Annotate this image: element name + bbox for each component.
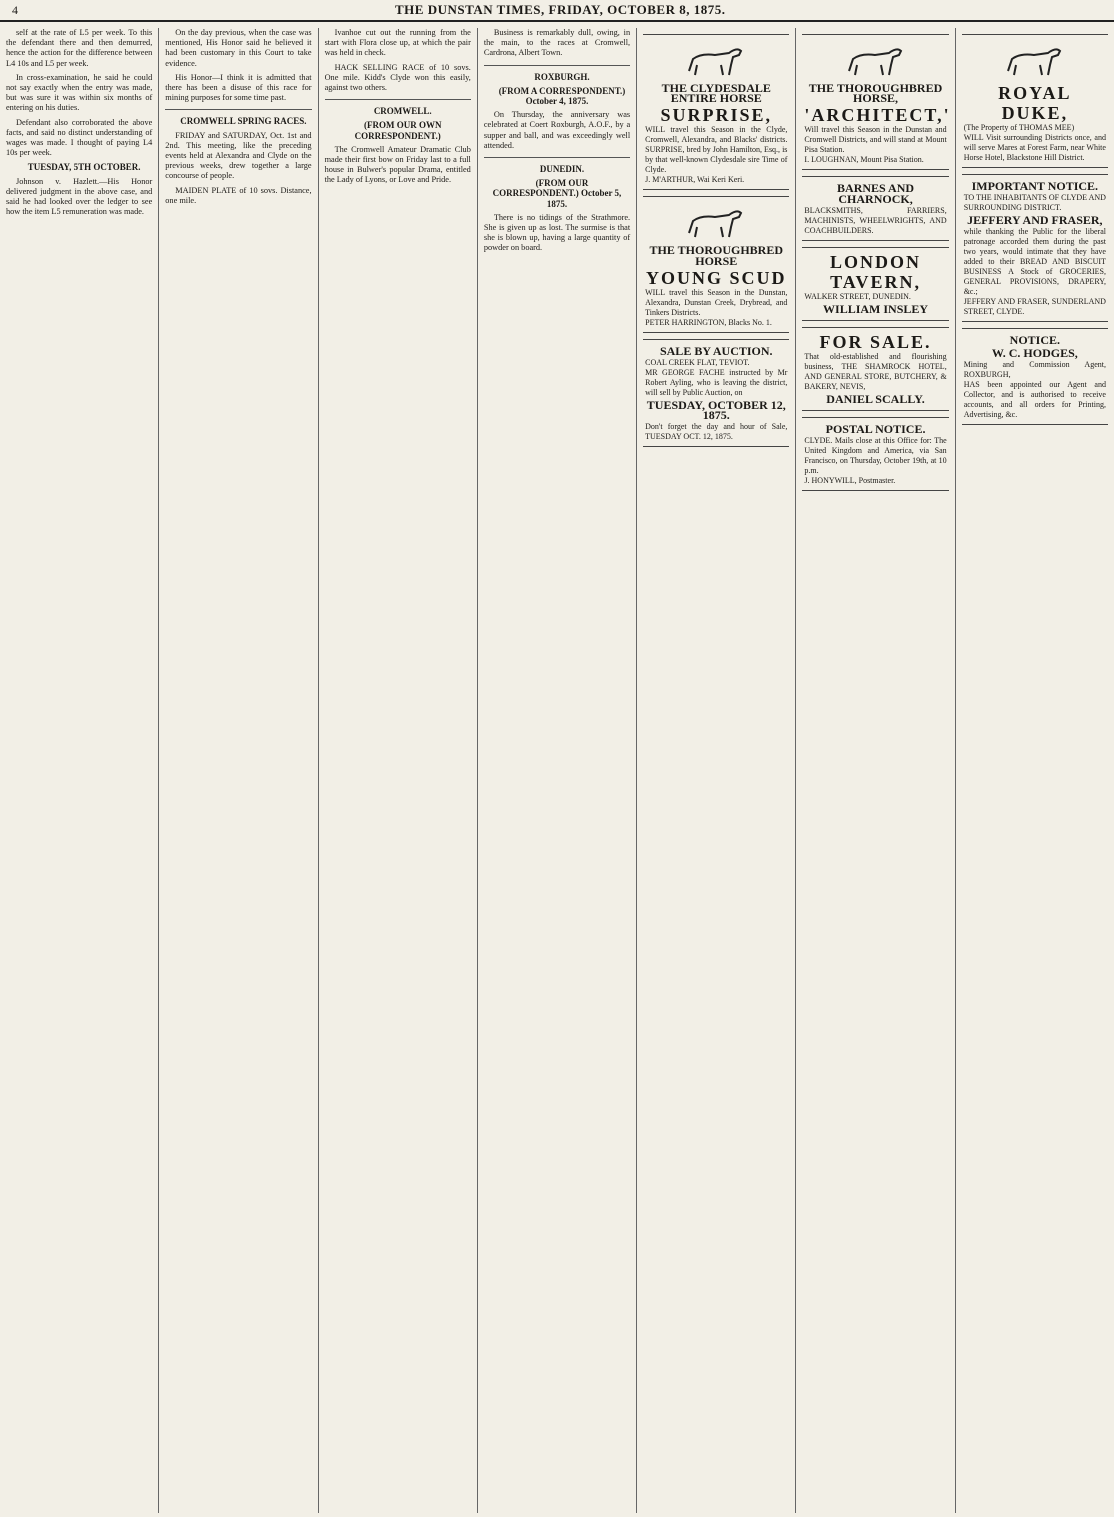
- advert-name: LONDON TAVERN,: [830, 251, 922, 292]
- page-title: THE DUNSTAN TIMES, FRIDAY, OCTOBER 8, 1875.: [395, 2, 726, 17]
- divider: [165, 109, 311, 110]
- advert-title: POSTAL NOTICE.: [825, 422, 926, 437]
- horse-icon: [1000, 41, 1070, 81]
- advert-text: while thanking the Public for the liberal patronage accorded them during the past two years, would intimate that they have added to their BREAD AND BISCUIT BUSINESS A Stock of GROCERIES, GENERAL PROVISIONS, DRAPERY, &c.;: [963, 227, 1106, 297]
- advert-text: MR GEORGE FACHE instructed by Mr Robert Ayling, who is leaving the district, will sell by Public Auction, on: [645, 368, 788, 398]
- advert-place: COAL CREEK FLAT, TEVIOT.: [645, 358, 750, 368]
- article-paragraph: There is no tidings of the Strathmore. She is given up as lost. The surmise is that she is blown up, having a large quantity of powder on board.: [483, 212, 631, 253]
- advert-young-scud: [643, 196, 789, 332]
- columns: [0, 28, 1114, 1513]
- advert-title: IMPORTANT NOTICE.: [971, 179, 1099, 193]
- advert-text: WILL travel this Season in the Dunstan, Alexandra, Dunstan Creek, Drybread, and Tinkers Districts.: [645, 287, 788, 317]
- advert-date: TUESDAY, OCTOBER 12, 1875.: [646, 398, 786, 423]
- advert-name: ROYAL DUKE,: [998, 83, 1072, 123]
- advert-title: THE THOROUGHBRED HORSE: [649, 243, 783, 268]
- column-6: [796, 28, 955, 1513]
- masthead: [0, 0, 1114, 22]
- article-paragraph: FRIDAY and SATURDAY, Oct. 1st and 2nd. This meeting, like the preceding events held at Alexandra and Clyde on the previous weeks, drew together a large concourse of people.: [165, 130, 312, 181]
- section-subheading: (FROM A CORRESPONDENT.) October 4, 1875.: [498, 85, 626, 107]
- article-paragraph: Johnson v. Hazlett.—His Honor delivered judgment in the above case, and said he had looked over the ledger to see how the item L5 remuneration was made.: [6, 176, 153, 217]
- article-paragraph: On Thursday, the anniversary was celebrated at Coert Roxburgh, A.O.F., by a supper and ball, and was exceedingly well attended.: [483, 110, 631, 150]
- advert-text: Don't forget the day and hour of Sale, TUESDAY OCT. 12, 1875.: [645, 422, 788, 442]
- advert-architect: [802, 34, 951, 170]
- advert-subtitle: Mining and Commission Agent, ROXBURGH,: [963, 359, 1106, 379]
- article-paragraph: HACK SELLING RACE of 10 sovs. One mile. Kidd's Clyde won this easily, against two others.: [324, 62, 471, 93]
- section-heading: CROMWELL.: [373, 106, 432, 117]
- advert-text: That old-established and flourishing business, THE SHAMROCK HOTEL, AND GENERAL STORE, BUTCHERY, & BAKERY, NEVIS,: [804, 352, 947, 392]
- advert-subtitle: TO THE INHABITANTS OF CLYDE AND SURROUNDING DISTRICT.: [963, 193, 1106, 213]
- advert-signature: J. HONYWILL, Postmaster.: [804, 476, 896, 486]
- advert-signature: DANIEL SCALLY.: [826, 392, 925, 407]
- advert-text: Will travel this Season in the Dunstan and Cromwell Districts, and will stand at Mount Pisa Station.: [804, 125, 947, 155]
- section-heading: ROXBURGH.: [534, 71, 590, 82]
- advert-london-tavern: [802, 247, 948, 321]
- article-paragraph: self at the rate of L5 per week. To this the defendant there and then demurred, hence the action for the difference between L4 10s and L5 per week.: [6, 28, 153, 68]
- advert-title: THE THOROUGHBRED HORSE,: [808, 81, 943, 106]
- advert-title: SALE BY AUCTION.: [659, 343, 773, 358]
- advert-postal-notice: [802, 417, 948, 491]
- section-heading: CROMWELL SPRING RACES.: [180, 116, 307, 127]
- article-paragraph: In cross-examination, he said he could not say exactly when the entry was made, but was sure it was within six months of entering on his duties.: [6, 72, 153, 113]
- divider: [484, 65, 630, 66]
- page-number: 4: [12, 2, 19, 17]
- advert-text: WILL travel this Season in the Clyde, Cromwell, Alexandra, and Blacks' districts. SURPRISE, bred by John Hamilton, Esq., is by that well-known Clydesdale sire Time of Clyde.: [645, 125, 788, 175]
- article-paragraph: His Honor—I think it is admitted that there has been a disuse of this race for mining purposes for some time past.: [165, 72, 312, 103]
- advert-text: CLYDE. Mails close at this Office for: The United Kingdom and America, via San Francisco, on Thursday, October 19th, at 10 p.m.: [804, 436, 947, 476]
- article-paragraph: Business is remarkably dull, owing, in the main, to the races at Cromwell, Cardrona, Albert Town.: [483, 28, 631, 58]
- advert-name: BARNES AND CHARNOCK,: [837, 181, 915, 206]
- advert-subtitle: (The Property of THOMAS MEE): [963, 123, 1075, 132]
- advert-name: YOUNG SCUD: [646, 267, 787, 288]
- advert-jeffery-fraser: [962, 174, 1108, 322]
- advert-signature: JEFFERY AND FRASER, SUNDERLAND STREET, CLYDE.: [963, 297, 1106, 317]
- divider: [484, 157, 630, 158]
- article-paragraph: On the day previous, when the case was mentioned, His Honor said he believed it had been customary in this Court to take evidence.: [165, 28, 312, 68]
- divider: [325, 99, 471, 100]
- advert-name: W. C. HODGES,: [991, 345, 1078, 360]
- column-4: [478, 28, 637, 1513]
- advert-text: BLACKSMITHS, FARRIERS, MACHINISTS, WHEELWRIGHTS, AND COACHBUILDERS.: [804, 205, 947, 235]
- advert-royal-duke: [962, 34, 1108, 168]
- advert-surprise: [643, 34, 789, 190]
- horse-icon: [681, 41, 751, 81]
- advert-for-sale: [802, 327, 948, 411]
- article-paragraph: Defendant also corroborated the above facts, and said no distinct understanding of wages was made. I thought of paying L4 10s per week.: [6, 117, 153, 158]
- advert-signature: PETER HARRINGTON, Blacks No. 1.: [645, 317, 772, 327]
- advert-signature: I. LOUGHNAN, Mount Pisa Station.: [804, 155, 924, 165]
- column-3: [319, 28, 478, 1513]
- advert-name: SURPRISE,: [660, 105, 773, 126]
- advert-text: WILL Visit surrounding Districts once, and will serve Mares at Forest Farm, near White Horse Hotel, Blackstone Hill District.: [963, 133, 1106, 162]
- advert-name: JEFFERY AND FRASER,: [967, 213, 1103, 228]
- article-paragraph: The Cromwell Amateur Dramatic Club made their first bow on Friday last to a full house in Bulwer's popular Drama, entitled the Lady of Lyons, or Love and Pride.: [324, 144, 471, 185]
- advert-name: FOR SALE.: [819, 332, 932, 353]
- section-subheading: (FROM OUR CORRESPONDENT.) October 5, 1875.: [492, 178, 622, 209]
- advert-title: THE CLYDESDALE ENTIRE HORSE: [661, 81, 771, 106]
- column-2: [159, 28, 318, 1513]
- advert-text: HAS been appointed our Agent and Collector, and is authorised to receive accounts, and all orders for Printing, Advertising, &c.: [963, 379, 1106, 419]
- section-heading: DUNEDIN.: [539, 164, 585, 175]
- advert-auction: [643, 339, 789, 448]
- advert-title: NOTICE.: [1009, 333, 1060, 348]
- advert-owner: WILLIAM INSLEY: [823, 301, 929, 316]
- section-heading: TUESDAY, 5TH OCTOBER.: [27, 162, 141, 173]
- advert-barnes-charnock: [802, 176, 948, 240]
- column-7: [956, 28, 1114, 1513]
- horse-icon: [841, 41, 911, 81]
- column-1: [0, 28, 159, 1513]
- horse-icon: [681, 203, 751, 243]
- advert-signature: J. M'ARTHUR, Wai Keri Keri.: [645, 175, 745, 185]
- advert-hodges: [962, 328, 1108, 424]
- article-paragraph: Ivanhoe cut out the running from the start with Flora close up, at which the pair was held in check.: [324, 28, 471, 58]
- section-subheading: (FROM OUR OWN CORRESPONDENT.): [354, 120, 442, 141]
- column-5: [637, 28, 796, 1513]
- advert-address: WALKER STREET, DUNEDIN.: [804, 291, 911, 301]
- article-paragraph: MAIDEN PLATE of 10 sovs. Distance, one mile.: [165, 185, 312, 205]
- advert-name: 'ARCHITECT,': [804, 105, 951, 126]
